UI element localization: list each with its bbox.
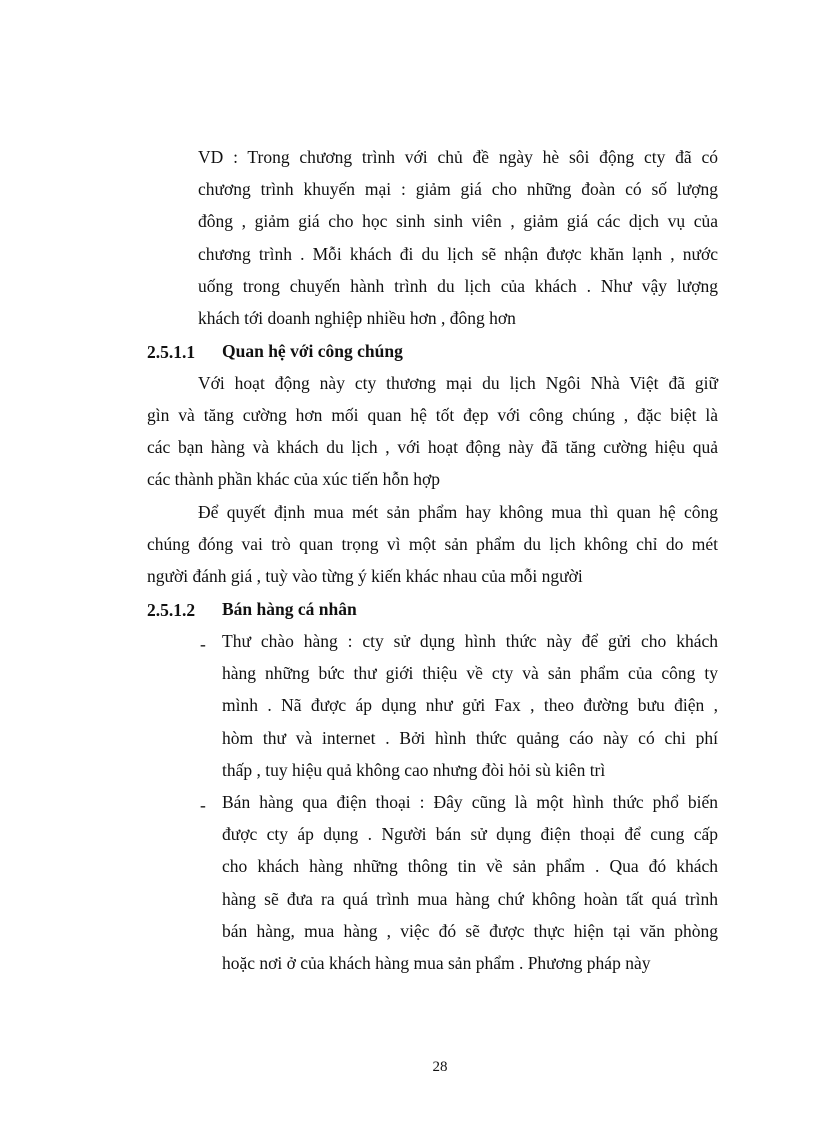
section-number: 2.5.1.1 [147, 342, 196, 362]
text-line: chương trình . Mỗi khách đi du lịch sẽ nhận được khăn lạnh , nước [198, 244, 718, 264]
text-line: các thành phần khác của xúc tiến hỗn hợp [147, 469, 441, 489]
text-line: mình . Nã được áp dụng như gửi Fax , theo đường bưu điện , [222, 695, 718, 715]
text-line: bán hàng, mua hàng , việc đó sẽ được thực hiện tại văn phòng [222, 921, 718, 941]
text-line: Bán hàng qua điện thoại : Đây cũng là một hình thức phổ biến [222, 792, 718, 812]
text-line: thấp , tuy hiệu quả không cao nhưng đòi hỏi sù kiên trì [222, 760, 606, 780]
text-line: đông , giảm giá cho học sinh sinh viên , giảm giá các dịch vụ của [198, 211, 718, 231]
text-line: hàng những bức thư giới thiệu về cty và sản phẩm của công ty [222, 663, 718, 683]
text-line: VD : Trong chương trình với chủ đề ngày hè sôi động cty đã có [198, 147, 718, 167]
text-line: Với hoạt động này cty thương mại du lịch Ngôi Nhà Việt đã giữ [198, 373, 718, 393]
text-line: hàng sẽ đưa ra quá trình mua hàng chứ không hoàn tất quá trình [222, 889, 718, 909]
bullet-dash: - [200, 795, 206, 815]
bullet-dash: - [200, 634, 206, 654]
text-line: chương trình khuyến mại : giảm giá cho những đoàn có số lượng [198, 179, 718, 199]
text-line: hoặc nơi ở của khách hàng mua sản phẩm . Phương pháp này [222, 953, 651, 973]
section-number: 2.5.1.2 [147, 600, 196, 620]
text-line: người đánh giá , tuỳ vào từng ý kiến khác nhau của mỗi người [147, 566, 583, 586]
text-line: hòm thư và internet . Bởi hình thức quảng cáo này có chi phí [222, 728, 718, 748]
section-title: Quan hệ với công chúng [222, 341, 403, 361]
text-line: được cty áp dụng . Người bán sử dụng điện thoại để cung cấp [222, 824, 718, 844]
text-line: gìn và tăng cường hơn mối quan hệ tốt đẹp với công chúng , đặc biệt là [147, 405, 718, 425]
text-line: Thư chào hàng : cty sử dụng hình thức này để gửi cho khách [222, 631, 718, 651]
text-line: chúng đóng vai trò quan trọng vì một sản phẩm du lịch không chỉ do mét [147, 534, 718, 554]
text-line: cho khách hàng những thông tin về sản phẩm . Qua đó khách [222, 856, 718, 876]
section-title: Bán hàng cá nhân [222, 599, 357, 619]
page-number: 28 [432, 1059, 448, 1075]
text-line: khách tới doanh nghiệp nhiều hơn , đông hơn [198, 308, 516, 328]
text-line: uống trong chuyến hành trình du lịch của khách . Như vậy lượng [198, 276, 718, 296]
text-line: Để quyết định mua mét sản phẩm hay không mua thì quan hệ công [198, 502, 718, 522]
text-line: các bạn hàng và khách du lịch , với hoạt động này đã tăng cường hiệu quả [147, 437, 718, 457]
